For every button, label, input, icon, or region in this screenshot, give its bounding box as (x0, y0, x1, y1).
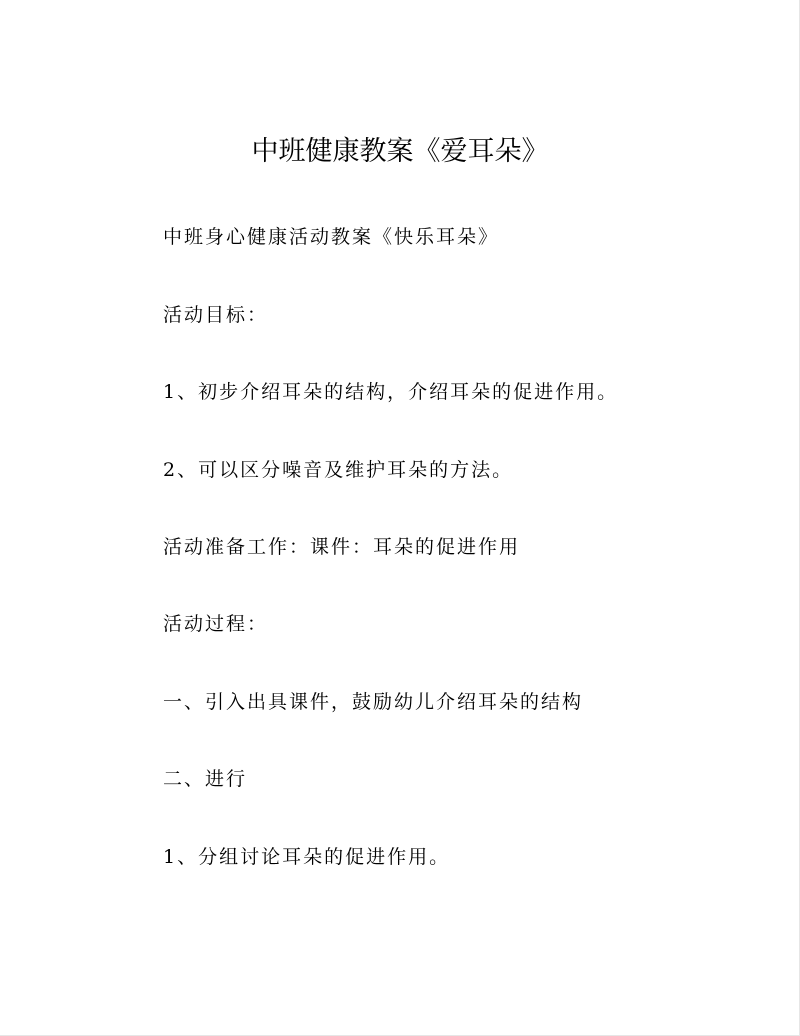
paragraph-objective-1: 1、初步介绍耳朵的结构，介绍耳朵的促进作用。 (163, 381, 619, 403)
paragraph-step-1: 一、引入出具课件，鼓励幼儿介绍耳朵的结构 (163, 691, 584, 713)
paragraph-objective-2: 2、可以区分噪音及维护耳朵的方法。 (163, 459, 514, 481)
paragraph-preparation: 活动准备工作：课件：耳朵的促进作用 (163, 536, 521, 558)
paragraph-process-heading: 活动过程： (163, 613, 269, 635)
paragraph-objectives-heading: 活动目标： (163, 304, 269, 326)
paragraph-step-2-1: 1、分组讨论耳朵的促进作用。 (163, 846, 451, 868)
document-title: 中班健康教案《爱耳朵》 (251, 136, 549, 167)
paragraph-subtitle: 中班身心健康活动教案《快乐耳朵》 (163, 226, 500, 248)
paragraph-step-2: 二、进行 (163, 768, 248, 790)
